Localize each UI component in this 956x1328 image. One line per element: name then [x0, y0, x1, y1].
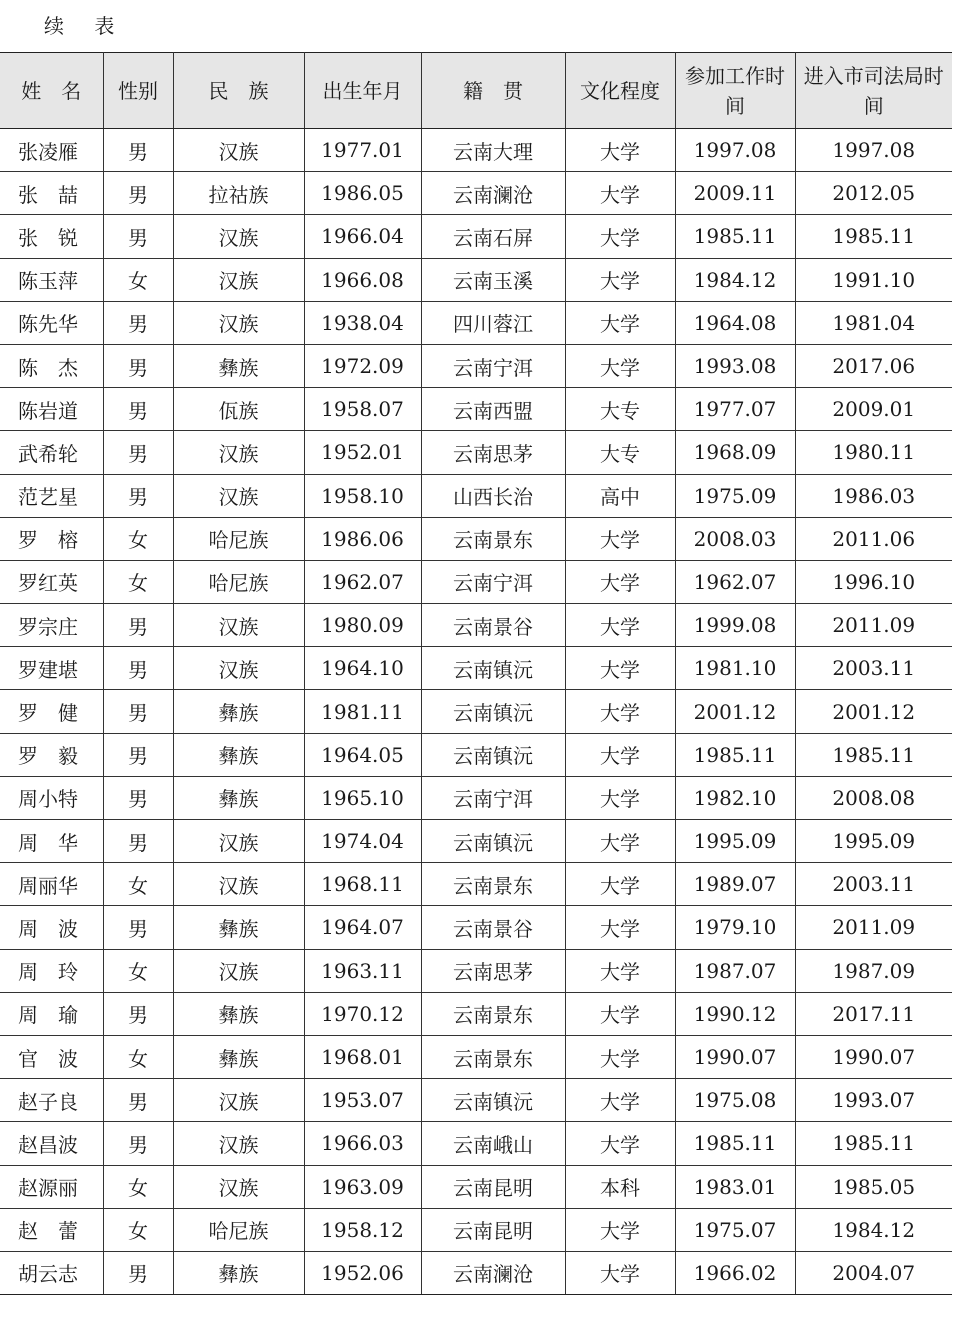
- cell-gender: 男: [103, 820, 173, 863]
- table-row: [0, 344, 952, 387]
- cell-name: 罗宗庄: [0, 604, 103, 647]
- cell-gender: 男: [103, 1122, 173, 1165]
- cell-birth-date: 1986.05: [304, 172, 421, 215]
- cell-ethnicity: 彝族: [173, 733, 304, 776]
- cell-join-bureau: 2004.07: [795, 1251, 952, 1294]
- cell-name: 周丽华: [0, 863, 103, 906]
- cell-education: 高中: [565, 474, 675, 517]
- cell-name: 罗 榕: [0, 517, 103, 560]
- table-row: [0, 647, 952, 690]
- cell-native-place: 云南宁洱: [421, 560, 565, 603]
- cell-join-bureau: 1990.07: [795, 1035, 952, 1078]
- cell-native-place: 云南镇沅: [421, 820, 565, 863]
- cell-work-start: 1985.11: [675, 733, 795, 776]
- cell-gender: 男: [103, 474, 173, 517]
- table-caption: 续 表: [44, 14, 127, 38]
- cell-native-place: 云南澜沧: [421, 1251, 565, 1294]
- cell-name: 张凌雁: [0, 129, 103, 172]
- cell-gender: 男: [103, 733, 173, 776]
- cell-join-bureau: 1997.08: [795, 129, 952, 172]
- cell-education: 大学: [565, 1079, 675, 1122]
- cell-gender: 男: [103, 1079, 173, 1122]
- cell-gender: 女: [103, 1035, 173, 1078]
- table-row: [0, 1165, 952, 1208]
- cell-native-place: 山西长治: [421, 474, 565, 517]
- table-row: [0, 906, 952, 949]
- cell-birth-date: 1964.10: [304, 647, 421, 690]
- table-row: [0, 1079, 952, 1122]
- cell-native-place: 云南景谷: [421, 906, 565, 949]
- cell-join-bureau: 1984.12: [795, 1208, 952, 1251]
- table-row: [0, 1122, 952, 1165]
- cell-work-start: 1966.02: [675, 1251, 795, 1294]
- cell-education: 大学: [565, 129, 675, 172]
- cell-work-start: 1995.09: [675, 820, 795, 863]
- cell-work-start: 1989.07: [675, 863, 795, 906]
- table-row: [0, 820, 952, 863]
- cell-birth-date: 1966.04: [304, 215, 421, 258]
- cell-ethnicity: 拉祜族: [173, 172, 304, 215]
- cell-join-bureau: 1985.11: [795, 215, 952, 258]
- cell-name: 周小特: [0, 776, 103, 819]
- header-row: [0, 53, 952, 129]
- table-row: [0, 863, 952, 906]
- cell-education: 大学: [565, 1122, 675, 1165]
- cell-join-bureau: 2008.08: [795, 776, 952, 819]
- cell-name: 赵源丽: [0, 1165, 103, 1208]
- cell-work-start: 1977.07: [675, 388, 795, 431]
- cell-native-place: 云南景谷: [421, 604, 565, 647]
- cell-work-start: 2008.03: [675, 517, 795, 560]
- cell-gender: 女: [103, 1208, 173, 1251]
- cell-work-start: 1962.07: [675, 560, 795, 603]
- cell-ethnicity: 汉族: [173, 129, 304, 172]
- cell-native-place: 云南大理: [421, 129, 565, 172]
- cell-ethnicity: 汉族: [173, 1165, 304, 1208]
- cell-gender: 男: [103, 776, 173, 819]
- cell-join-bureau: 1980.11: [795, 431, 952, 474]
- cell-native-place: 云南景东: [421, 517, 565, 560]
- cell-native-place: 云南宁洱: [421, 344, 565, 387]
- cell-work-start: 1964.08: [675, 301, 795, 344]
- cell-ethnicity: 汉族: [173, 604, 304, 647]
- cell-ethnicity: 哈尼族: [173, 560, 304, 603]
- cell-name: 罗建堪: [0, 647, 103, 690]
- cell-work-start: 1997.08: [675, 129, 795, 172]
- header-ethnicity: 民 族: [173, 53, 304, 129]
- cell-work-start: 1993.08: [675, 344, 795, 387]
- table-row: [0, 1251, 952, 1294]
- table-row: [0, 431, 952, 474]
- cell-gender: 男: [103, 388, 173, 431]
- cell-ethnicity: 彝族: [173, 1251, 304, 1294]
- cell-birth-date: 1966.03: [304, 1122, 421, 1165]
- cell-name: 罗 毅: [0, 733, 103, 776]
- cell-join-bureau: 2012.05: [795, 172, 952, 215]
- header-education: 文化程度: [565, 53, 675, 129]
- cell-gender: 女: [103, 258, 173, 301]
- cell-education: 大学: [565, 733, 675, 776]
- table-row: [0, 388, 952, 431]
- cell-native-place: 云南思茅: [421, 431, 565, 474]
- table-row: [0, 992, 952, 1035]
- cell-name: 周 瑜: [0, 992, 103, 1035]
- cell-work-start: 1985.11: [675, 1122, 795, 1165]
- cell-join-bureau: 2009.01: [795, 388, 952, 431]
- cell-native-place: 云南景东: [421, 992, 565, 1035]
- cell-gender: 男: [103, 690, 173, 733]
- cell-gender: 男: [103, 1251, 173, 1294]
- cell-birth-date: 1958.12: [304, 1208, 421, 1251]
- cell-birth-date: 1968.11: [304, 863, 421, 906]
- cell-native-place: 云南镇沅: [421, 690, 565, 733]
- cell-work-start: 1990.07: [675, 1035, 795, 1078]
- cell-join-bureau: 2011.06: [795, 517, 952, 560]
- cell-join-bureau: 1996.10: [795, 560, 952, 603]
- cell-work-start: 1981.10: [675, 647, 795, 690]
- table-row: [0, 776, 952, 819]
- cell-work-start: 1975.07: [675, 1208, 795, 1251]
- cell-gender: 男: [103, 431, 173, 474]
- table-row: [0, 301, 952, 344]
- cell-gender: 男: [103, 647, 173, 690]
- cell-birth-date: 1953.07: [304, 1079, 421, 1122]
- cell-join-bureau: 1987.09: [795, 949, 952, 992]
- cell-ethnicity: 汉族: [173, 863, 304, 906]
- cell-birth-date: 1962.07: [304, 560, 421, 603]
- cell-gender: 女: [103, 863, 173, 906]
- cell-work-start: 1984.12: [675, 258, 795, 301]
- cell-ethnicity: 哈尼族: [173, 1208, 304, 1251]
- cell-education: 本科: [565, 1165, 675, 1208]
- cell-work-start: 2001.12: [675, 690, 795, 733]
- header-gender: 性别: [103, 53, 173, 129]
- cell-gender: 女: [103, 560, 173, 603]
- cell-birth-date: 1963.11: [304, 949, 421, 992]
- cell-name: 张 锐: [0, 215, 103, 258]
- cell-gender: 男: [103, 992, 173, 1035]
- cell-gender: 男: [103, 172, 173, 215]
- cell-native-place: 云南昆明: [421, 1208, 565, 1251]
- table-row: [0, 517, 952, 560]
- cell-birth-date: 1972.09: [304, 344, 421, 387]
- cell-gender: 男: [103, 344, 173, 387]
- cell-work-start: 1999.08: [675, 604, 795, 647]
- table-row: [0, 560, 952, 603]
- cell-education: 大学: [565, 992, 675, 1035]
- cell-birth-date: 1966.08: [304, 258, 421, 301]
- cell-education: 大学: [565, 647, 675, 690]
- cell-native-place: 云南镇沅: [421, 733, 565, 776]
- cell-name: 张 喆: [0, 172, 103, 215]
- cell-name: 陈先华: [0, 301, 103, 344]
- table-row: [0, 129, 952, 172]
- cell-join-bureau: 1991.10: [795, 258, 952, 301]
- cell-gender: 男: [103, 215, 173, 258]
- table-row: [0, 733, 952, 776]
- cell-birth-date: 1977.01: [304, 129, 421, 172]
- cell-name: 赵昌波: [0, 1122, 103, 1165]
- cell-birth-date: 1952.06: [304, 1251, 421, 1294]
- cell-join-bureau: 2017.11: [795, 992, 952, 1035]
- cell-education: 大学: [565, 172, 675, 215]
- cell-ethnicity: 汉族: [173, 647, 304, 690]
- cell-birth-date: 1958.07: [304, 388, 421, 431]
- cell-name: 陈 杰: [0, 344, 103, 387]
- cell-education: 大学: [565, 776, 675, 819]
- cell-join-bureau: 2011.09: [795, 604, 952, 647]
- table-row: [0, 258, 952, 301]
- cell-work-start: 1985.11: [675, 215, 795, 258]
- cell-ethnicity: 汉族: [173, 1122, 304, 1165]
- table-row: [0, 474, 952, 517]
- cell-native-place: 云南思茅: [421, 949, 565, 992]
- cell-birth-date: 1952.01: [304, 431, 421, 474]
- cell-gender: 男: [103, 906, 173, 949]
- table-row: [0, 690, 952, 733]
- cell-ethnicity: 佤族: [173, 388, 304, 431]
- cell-join-bureau: 1986.03: [795, 474, 952, 517]
- cell-work-start: 1987.07: [675, 949, 795, 992]
- cell-ethnicity: 彝族: [173, 1035, 304, 1078]
- cell-education: 大学: [565, 820, 675, 863]
- cell-ethnicity: 彝族: [173, 690, 304, 733]
- cell-birth-date: 1970.12: [304, 992, 421, 1035]
- table-row: [0, 215, 952, 258]
- cell-education: 大学: [565, 1208, 675, 1251]
- cell-join-bureau: 2003.11: [795, 863, 952, 906]
- cell-native-place: 云南石屏: [421, 215, 565, 258]
- cell-birth-date: 1974.04: [304, 820, 421, 863]
- cell-native-place: 云南昆明: [421, 1165, 565, 1208]
- table-row: [0, 949, 952, 992]
- cell-education: 大专: [565, 431, 675, 474]
- cell-join-bureau: 2001.12: [795, 690, 952, 733]
- cell-join-bureau: 2017.06: [795, 344, 952, 387]
- cell-native-place: 云南峨山: [421, 1122, 565, 1165]
- cell-education: 大学: [565, 1035, 675, 1078]
- cell-education: 大学: [565, 301, 675, 344]
- cell-birth-date: 1958.10: [304, 474, 421, 517]
- cell-name: 陈玉萍: [0, 258, 103, 301]
- cell-ethnicity: 汉族: [173, 215, 304, 258]
- cell-ethnicity: 汉族: [173, 1079, 304, 1122]
- cell-join-bureau: 1985.11: [795, 733, 952, 776]
- cell-native-place: 云南玉溪: [421, 258, 565, 301]
- cell-birth-date: 1981.11: [304, 690, 421, 733]
- table-body: [0, 129, 952, 1295]
- cell-gender: 男: [103, 604, 173, 647]
- cell-native-place: 云南景东: [421, 1035, 565, 1078]
- cell-name: 周 玲: [0, 949, 103, 992]
- cell-join-bureau: 2011.09: [795, 906, 952, 949]
- cell-birth-date: 1965.10: [304, 776, 421, 819]
- cell-ethnicity: 汉族: [173, 820, 304, 863]
- cell-gender: 女: [103, 949, 173, 992]
- header-join-bureau: 进入市司法局时间: [795, 53, 952, 129]
- table-row: [0, 604, 952, 647]
- cell-ethnicity: 彝族: [173, 992, 304, 1035]
- cell-ethnicity: 汉族: [173, 301, 304, 344]
- cell-ethnicity: 汉族: [173, 258, 304, 301]
- cell-birth-date: 1938.04: [304, 301, 421, 344]
- cell-gender: 女: [103, 517, 173, 560]
- cell-work-start: 1968.09: [675, 431, 795, 474]
- table-row: [0, 1208, 952, 1251]
- cell-education: 大学: [565, 949, 675, 992]
- cell-education: 大学: [565, 863, 675, 906]
- cell-education: 大专: [565, 388, 675, 431]
- cell-education: 大学: [565, 906, 675, 949]
- cell-work-start: 1983.01: [675, 1165, 795, 1208]
- cell-native-place: 云南镇沅: [421, 647, 565, 690]
- cell-birth-date: 1963.09: [304, 1165, 421, 1208]
- header-birth-date: 出生年月: [304, 53, 421, 129]
- cell-native-place: 云南西盟: [421, 388, 565, 431]
- cell-name: 官 波: [0, 1035, 103, 1078]
- cell-education: 大学: [565, 517, 675, 560]
- cell-native-place: 云南镇沅: [421, 1079, 565, 1122]
- cell-name: 赵子良: [0, 1079, 103, 1122]
- cell-name: 陈岩道: [0, 388, 103, 431]
- cell-education: 大学: [565, 215, 675, 258]
- cell-ethnicity: 彝族: [173, 344, 304, 387]
- cell-ethnicity: 汉族: [173, 474, 304, 517]
- cell-birth-date: 1968.01: [304, 1035, 421, 1078]
- cell-education: 大学: [565, 560, 675, 603]
- cell-ethnicity: 彝族: [173, 906, 304, 949]
- cell-education: 大学: [565, 258, 675, 301]
- cell-native-place: 云南景东: [421, 863, 565, 906]
- cell-name: 范艺星: [0, 474, 103, 517]
- cell-work-start: 1975.08: [675, 1079, 795, 1122]
- header-work-start: 参加工作时间: [675, 53, 795, 129]
- personnel-table: [0, 52, 952, 1295]
- cell-birth-date: 1964.05: [304, 733, 421, 776]
- cell-education: 大学: [565, 344, 675, 387]
- header-name: 姓 名: [0, 53, 103, 129]
- cell-join-bureau: 1985.05: [795, 1165, 952, 1208]
- cell-join-bureau: 1981.04: [795, 301, 952, 344]
- cell-gender: 男: [103, 129, 173, 172]
- cell-birth-date: 1986.06: [304, 517, 421, 560]
- cell-work-start: 1990.12: [675, 992, 795, 1035]
- cell-education: 大学: [565, 1251, 675, 1294]
- cell-education: 大学: [565, 690, 675, 733]
- cell-birth-date: 1964.07: [304, 906, 421, 949]
- cell-education: 大学: [565, 604, 675, 647]
- cell-ethnicity: 哈尼族: [173, 517, 304, 560]
- cell-work-start: 1979.10: [675, 906, 795, 949]
- cell-native-place: 四川蓉江: [421, 301, 565, 344]
- cell-gender: 女: [103, 1165, 173, 1208]
- header-native-place: 籍 贯: [421, 53, 565, 129]
- cell-ethnicity: 彝族: [173, 776, 304, 819]
- cell-name: 周 华: [0, 820, 103, 863]
- cell-name: 赵 蕾: [0, 1208, 103, 1251]
- cell-join-bureau: 1993.07: [795, 1079, 952, 1122]
- cell-native-place: 云南宁洱: [421, 776, 565, 819]
- cell-birth-date: 1980.09: [304, 604, 421, 647]
- cell-ethnicity: 汉族: [173, 431, 304, 474]
- cell-join-bureau: 2003.11: [795, 647, 952, 690]
- cell-ethnicity: 汉族: [173, 949, 304, 992]
- cell-gender: 男: [103, 301, 173, 344]
- cell-join-bureau: 1995.09: [795, 820, 952, 863]
- table-row: [0, 1035, 952, 1078]
- table-row: [0, 172, 952, 215]
- cell-work-start: 1982.10: [675, 776, 795, 819]
- cell-name: 周 波: [0, 906, 103, 949]
- cell-native-place: 云南澜沧: [421, 172, 565, 215]
- cell-work-start: 2009.11: [675, 172, 795, 215]
- cell-name: 罗红英: [0, 560, 103, 603]
- cell-join-bureau: 1985.11: [795, 1122, 952, 1165]
- cell-name: 胡云志: [0, 1251, 103, 1294]
- cell-name: 武希轮: [0, 431, 103, 474]
- cell-name: 罗 健: [0, 690, 103, 733]
- cell-work-start: 1975.09: [675, 474, 795, 517]
